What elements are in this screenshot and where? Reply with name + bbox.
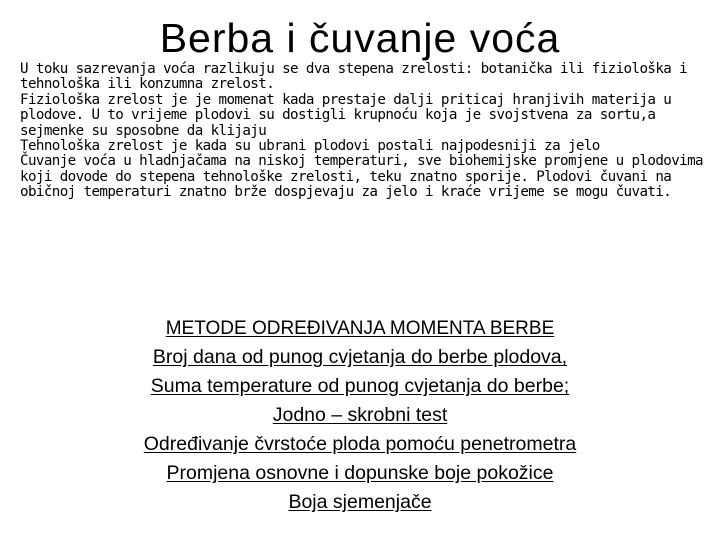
paragraph-cold-storage: Čuvanje voća u hladnjačama na niskoj temperaturi, sve biohemijske promjene u plodovima koji dovode do stepena tehnološke zrelosti, teku znatno sporije. Plodovi čuvani na običnoj temperaturi znatno brže dospjevaju za jelo i kraće vrijeme se mogu čuvati.	[20, 153, 703, 201]
methods-heading: METODE ODREĐIVANJA MOMENTA BERBE	[165, 318, 555, 339]
paragraph-ripeness-stages: U toku sazrevanja voća razlikuju se dva stepena zrelosti: botanička ili fiziološka i tehnološka ili konzumna zrelost.	[20, 61, 688, 93]
method-item: Boja sjemenjače	[288, 491, 432, 513]
paragraph-physiological-ripeness: Fiziološka zrelost je je momenat kada prestaje dalji priticaj hranjivih materija u plodove. U to vrijeme plodovi su dostigli krupnoću koja je svojstvena za sortu,a sejmenke su sposobne da klijaju	[20, 91, 672, 139]
slide-title: Berba i čuvanje voća	[159, 15, 561, 61]
body-text	[20, 62, 712, 201]
method-item: Broj dana od punog cvjetanja do berbe plodova,	[152, 346, 568, 368]
method-item: Određivanje čvrstoće ploda pomoću penetrometra	[143, 433, 577, 455]
methods-list	[0, 314, 720, 517]
method-item: Suma temperature od punog cvjetanja do berbe;	[150, 375, 570, 397]
method-item: Promjena osnovne i dopunske boje pokožice	[166, 462, 554, 484]
paragraph-technological-ripeness: Tehnološka zrelost je kada su ubrani plodovi postali najpodesniji za jelo	[20, 138, 600, 155]
method-item: Jodno – skrobni test	[272, 404, 448, 426]
